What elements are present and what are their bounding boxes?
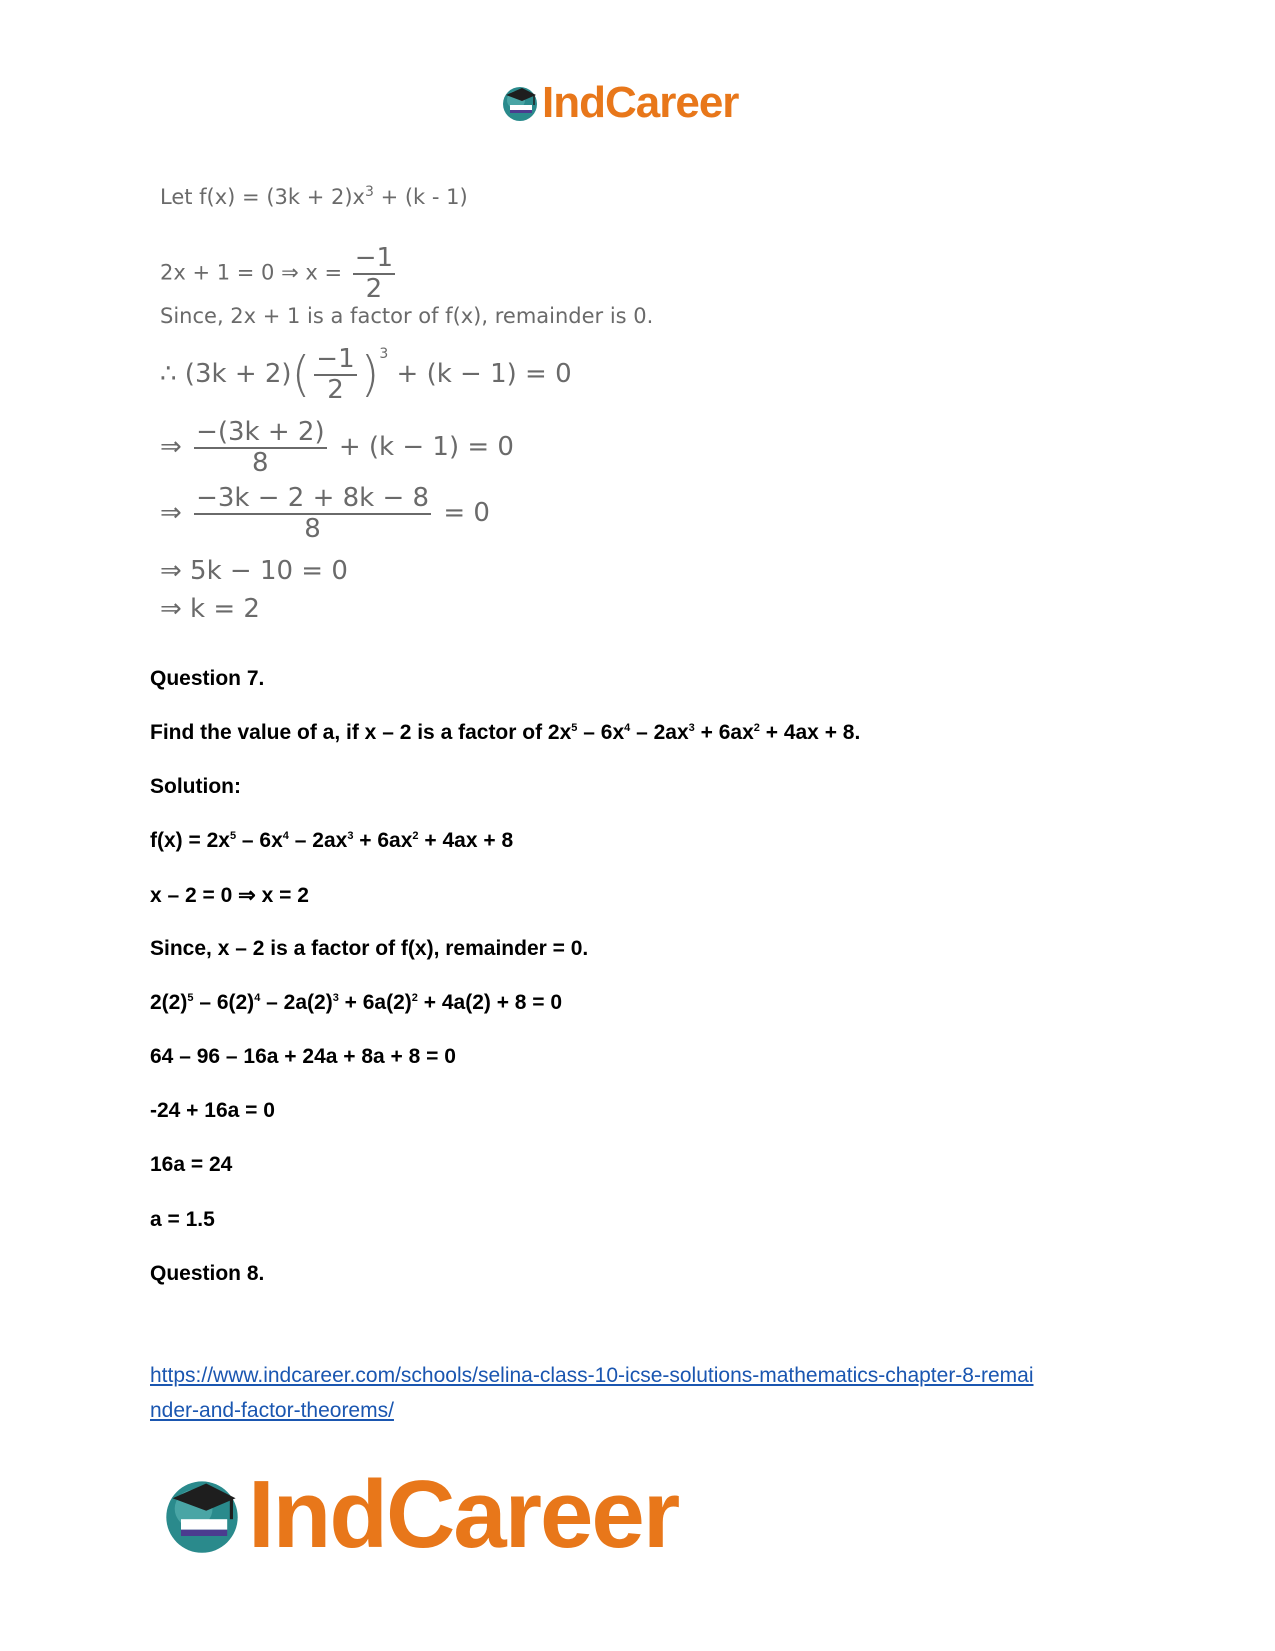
source-link-line-1[interactable]: https://www.indcareer.com/schools/selina-class-10-icse-solutions-mathematics-chapter-8-remai	[150, 1364, 1034, 1387]
question-8-title: Question 8.	[150, 1262, 265, 1285]
solution-step-7: 16a = 24	[150, 1153, 233, 1176]
solution-step-4: $2(2)^5 - 6(2)^4 - 2a(2)^3 + 6a(2)^2 + 4a(2) + 8 = 0$	[150, 991, 563, 1014]
math-line-8: ⇒ k = 2	[160, 594, 260, 624]
math-line-1: Let $f(x) = (3k + 2)x^3 + (k - 1)$	[160, 184, 468, 209]
graduation-cap-globe-icon	[500, 83, 540, 123]
math-line-4: ∴ (3k + 2)( $\frac{-1}{2}$ )$^3$ + (k − 1) = 0	[160, 344, 572, 405]
math-line-2: 2x + 1 = 0 ⇒ x = $\frac{-1}{2}$	[160, 243, 394, 304]
footer-logo	[160, 1460, 678, 1570]
header-logo	[500, 78, 738, 128]
graduation-cap-globe-icon	[160, 1473, 244, 1557]
math-line-5: ⇒ $\frac{-(3k + 2)}{8}$ + (k − 1) = 0	[160, 417, 514, 478]
solution-step-6: -24 + 16a = 0	[150, 1099, 275, 1122]
solution-step-5: 64 – 96 – 16a + 24a + 8a + 8 = 0	[150, 1045, 456, 1068]
fraction: $\frac{-(3k + 2)}{8}$	[196, 417, 325, 478]
solution-step-8: a = 1.5	[150, 1208, 215, 1231]
solution-step-2: x – 2 = 0 ⇒ x = 2	[150, 884, 309, 907]
solution-step-1: $f(x) = 2x^5 - 6x^4 - 2ax^3 + 6ax^2 + 4ax + 8$	[150, 829, 514, 852]
math-line-3: Since, 2x + 1 is a factor of f(x), remainder is 0.	[160, 304, 654, 328]
question-7-title: Question 7.	[150, 667, 265, 690]
source-link-line-2[interactable]: nder-and-factor-theorems/	[150, 1399, 394, 1422]
logo-text: IndCareer	[248, 1461, 679, 1568]
logo-text: IndCareer	[542, 78, 739, 127]
fraction: $\frac{-1}{2}$	[316, 344, 355, 405]
math-line-6: ⇒ $\frac{-3k - 2 + 8k - 8}{8}$ = 0	[160, 483, 490, 544]
question-7-text: Find the value of a, if x – 2 is a factor of $2x^5 - 6x^4 - 2ax^3 + 6ax^2 + 4ax + 8$.	[150, 721, 861, 744]
solution-label: Solution:	[150, 775, 241, 798]
fraction: $\frac{-1}{2}$	[354, 243, 394, 304]
solution-step-3: Since, x – 2 is a factor of f(x), remainder = 0.	[150, 937, 589, 960]
fraction: $\frac{-3k - 2 + 8k - 8}{8}$	[196, 483, 430, 544]
math-line-7: ⇒ 5k − 10 = 0	[160, 556, 348, 586]
